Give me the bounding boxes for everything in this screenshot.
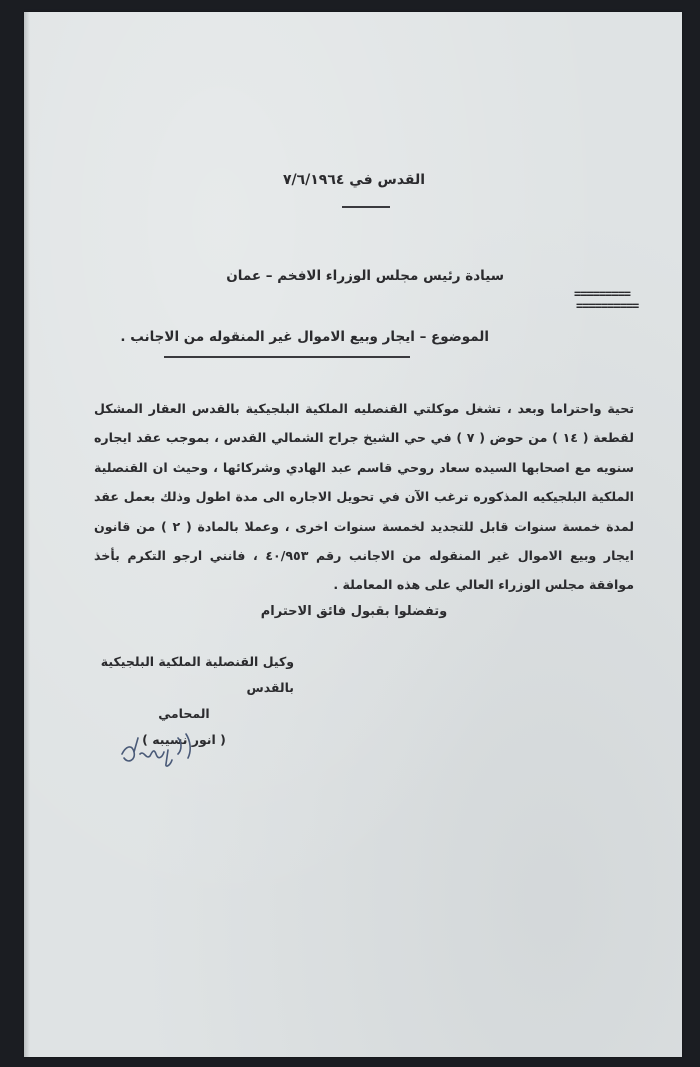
signatory-title: وكيل القنصلية الملكية البلجيكية بالقدس: [100, 654, 294, 695]
reference-mark-2: ==========: [576, 300, 639, 312]
letter-body: تحية واحتراما وبعد ، تشغل موكلتي القنصليه الملكية البلجيكية بالقدس العقار المشكل لقطعة ( ١٤ ) من حوض ( ٧ ) في حي الشيخ جراح الشمالي القدس ، بموجب عقد ايجاره سنويه مع اصحابها السيده سعاد روحي قاسم عبد الهادي وشركائها ، وحيث ان القنصلية الملكية البلجيكيه المذكوره ترغب الآن في تحويل الاجاره الى مدة اطول وذلك بعمل عقد لمدة خمسة سنوات قابل للتجديد لخمسة سنوات اخرى ، وعملا بالمادة ( ٢ ) من قانون ايجار وبيع الاموال غير المنقوله من الاجانب رقم ٤٠/٩٥٣ ، فانني ارجو التكرم بأخذ موافقة مجلس الوزراء العالي على هذه المعاملة .: [94, 401, 635, 593]
letter-date: القدس في ٧/٦/١٩٦٤: [282, 172, 426, 188]
date-underline: [342, 206, 390, 208]
reference-marks: [574, 288, 674, 312]
closing-line: وتفضلوا بقبول فائق الاحترام: [260, 604, 448, 619]
letter-page: [24, 12, 682, 1057]
subject-underline: [164, 356, 410, 358]
signatory-role: المحامي: [158, 706, 210, 721]
recipient-line: سيادة رئيس مجلس الوزراء الافخم – عمان: [226, 268, 504, 284]
subject-line: الموضوع – ايجار وبيع الاموال غير المنقوله من الاجانب .: [120, 329, 489, 345]
reference-mark-1: =========: [574, 288, 631, 300]
handwritten-signature: [116, 724, 206, 774]
signatory-name: ( انور نسيبه ): [142, 732, 226, 747]
